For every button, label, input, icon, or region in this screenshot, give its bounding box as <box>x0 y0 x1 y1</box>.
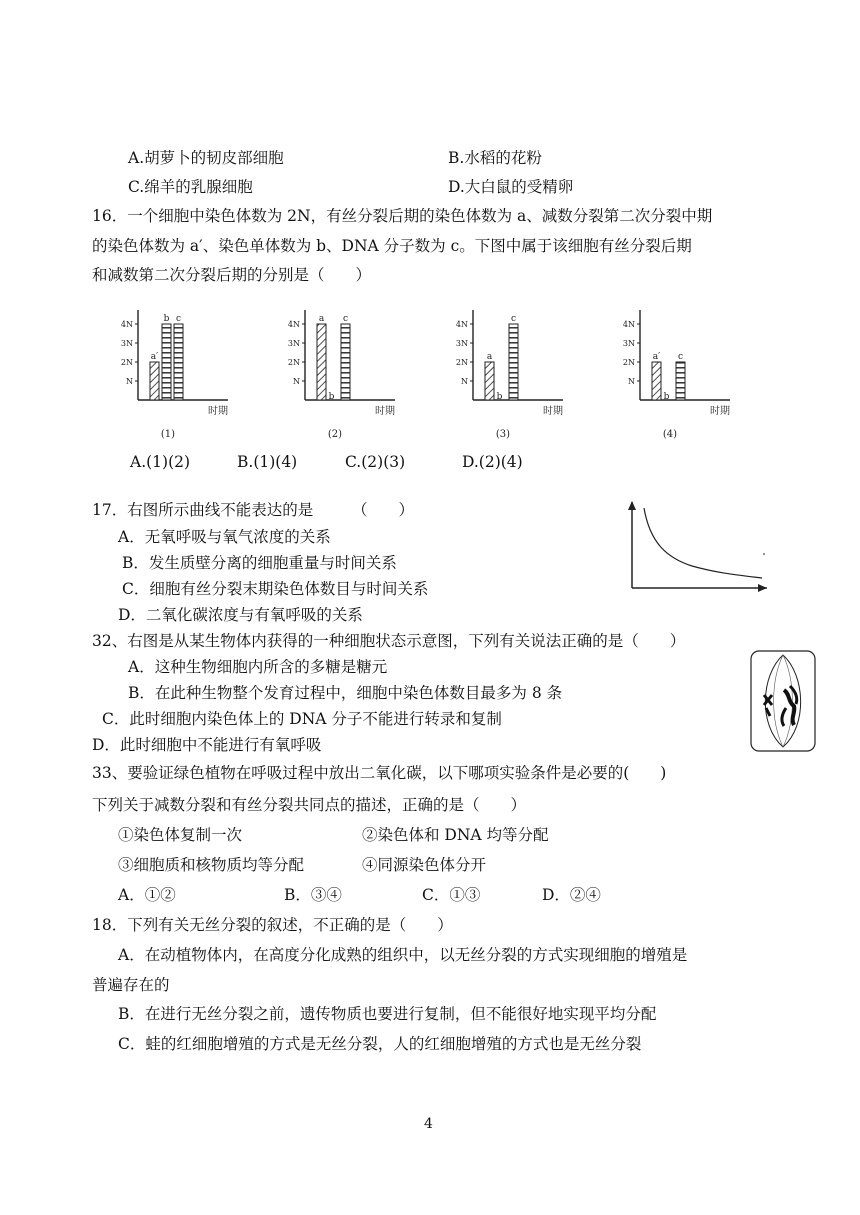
bar-label-zero: b <box>496 392 503 402</box>
q17-option-c: C．细胞有丝分裂末期染色体数目与时间关系 <box>122 580 429 598</box>
x-axis-label: 时期 <box>375 406 395 417</box>
chart-caption: (1) <box>160 429 176 440</box>
bar-label: c <box>175 314 182 324</box>
q15-option-b: B.水稻的花粉 <box>448 149 542 167</box>
bar-chart-4 <box>612 302 742 447</box>
q15-option-a: A.胡萝卜的韧皮部细胞 <box>128 149 284 167</box>
bar-label: c <box>342 314 349 324</box>
y-tick-label: N <box>293 377 300 386</box>
qx-item-2: ②染色体和 DNA 均等分配 <box>362 826 549 844</box>
y-tick-label: 3N <box>622 339 635 348</box>
x-axis-label: 时期 <box>543 406 563 417</box>
q32-option-a: A．这种生物细胞内所含的多糖是糖元 <box>128 658 388 676</box>
q18-stem: 18．下列有关无丝分裂的叙述，不正确的是（ ） <box>92 916 453 934</box>
q32-stem: 32、右图是从某生物体内获得的一种细胞状态示意图，下列有关说法正确的是（ ） <box>92 632 686 650</box>
q16-option-b: B.(1)(4) <box>237 453 298 471</box>
q18-option-a-line2: 普遍存在的 <box>92 976 170 994</box>
bar-a <box>485 362 494 400</box>
y-tick-label: 2N <box>455 358 468 367</box>
qx-option-c: C．①③ <box>422 886 481 904</box>
qx-option-a: A．①② <box>118 886 176 904</box>
cell-division-figure <box>750 650 816 752</box>
q32-option-d: D．此时细胞中不能进行有氧呼吸 <box>92 736 322 754</box>
bar-label-zero: b <box>663 392 670 402</box>
bar-c <box>509 324 518 400</box>
decreasing-curve-figure <box>622 498 772 593</box>
bar-chart-1 <box>110 302 240 447</box>
q17-option-d: D．二氧化碳浓度与有氧呼吸的关系 <box>118 606 363 624</box>
y-tick-label: 2N <box>120 358 133 367</box>
qx-item-1: ①染色体复制一次 <box>118 826 243 844</box>
chart-caption: (3) <box>495 429 511 440</box>
y-tick-label: 4N <box>287 320 300 329</box>
qx-option-b: B．③④ <box>284 886 342 904</box>
y-tick-label: 4N <box>622 320 635 329</box>
bar-label: c <box>510 314 517 324</box>
q17-option-b: B．发生质壁分离的细胞重量与时间关系 <box>122 554 397 572</box>
q18-option-c: C．蛙的红细胞增殖的方式是无丝分裂，人的红细胞增殖的方式也是无丝分裂 <box>118 1035 642 1053</box>
q16-stem-line2: 的染色体数为 a′、染色单体数为 b、DNA 分子数为 c。下图中属于该细胞有丝分裂后期 <box>92 237 692 255</box>
bar-chart-3 <box>445 302 575 447</box>
bar-c <box>341 324 350 400</box>
q15-option-c: C.绵羊的乳腺细胞 <box>128 178 253 196</box>
q18-option-b: B．在进行无丝分裂之前，遗传物质也要进行复制，但不能很好地实现平均分配 <box>118 1005 657 1023</box>
y-tick-label: N <box>461 377 468 386</box>
bar-label: a′ <box>150 352 159 362</box>
bar-c <box>174 324 183 400</box>
bar-label: a <box>318 314 325 324</box>
qx-stem: 下列关于减数分裂和有丝分裂共同点的描述，正确的是（ ） <box>92 796 527 814</box>
q16-stem-line1: 16．一个细胞中染色体数为 2N，有丝分裂后期的染色体数为 a、减数分裂第二次分裂中期 <box>92 207 713 225</box>
bar-a <box>652 362 661 400</box>
bar-a <box>150 362 159 400</box>
chart-caption: (2) <box>327 429 343 440</box>
y-tick-label: 2N <box>622 358 635 367</box>
y-tick-label: 3N <box>120 339 133 348</box>
q16-stem-line3: 和减数第二次分裂后期的分别是（ ） <box>92 266 372 284</box>
x-axis-label: 时期 <box>710 406 730 417</box>
q32-option-b: B．在此种生物整个发育过程中，细胞中染色体数目最多为 8 条 <box>128 684 563 702</box>
y-tick-label: 4N <box>120 320 133 329</box>
bar-b <box>162 324 171 400</box>
bar-label: b <box>163 314 170 324</box>
q17-stem: 17．右图所示曲线不能表达的是 （ ） <box>92 501 414 519</box>
q15-option-d: D.大白鼠的受精卵 <box>448 178 574 196</box>
q16-option-a: A.(1)(2) <box>130 453 191 471</box>
y-tick-label: N <box>628 377 635 386</box>
q17-option-a: A．无氧呼吸与氧气浓度的关系 <box>118 528 331 546</box>
q18-option-a-line1: A．在动植物体内，在高度分化成熟的组织中，以无丝分裂的方式实现细胞的增殖是 <box>118 946 688 964</box>
bar-a <box>317 324 326 400</box>
y-tick-label: 3N <box>287 339 300 348</box>
page-number: 4 <box>424 1116 433 1132</box>
q16-option-d: D.(2)(4) <box>462 453 523 471</box>
bar-c <box>676 362 685 400</box>
y-tick-label: 2N <box>287 358 300 367</box>
bar-label: a <box>486 352 493 362</box>
bar-label: a′ <box>652 352 661 362</box>
q33-stem: 33、要验证绿色植物在呼吸过程中放出二氧化碳，以下哪项实验条件是必要的( ) <box>92 764 667 782</box>
qx-option-d: D．②④ <box>542 886 601 904</box>
bar-label-zero: b <box>328 392 335 402</box>
qx-item-3: ③细胞质和核物质均等分配 <box>118 856 305 874</box>
bar-chart-2 <box>277 302 407 447</box>
y-tick-label: N <box>126 377 133 386</box>
bar-label: c <box>677 352 684 362</box>
q16-option-c: C.(2)(3) <box>345 453 406 471</box>
y-tick-label: 4N <box>455 320 468 329</box>
qx-item-4: ④同源染色体分开 <box>362 856 487 874</box>
q32-option-c: C．此时细胞内染色体上的 DNA 分子不能进行转录和复制 <box>102 710 502 728</box>
y-tick-label: 3N <box>455 339 468 348</box>
x-axis-label: 时期 <box>208 406 228 417</box>
chart-caption: (4) <box>662 429 678 440</box>
